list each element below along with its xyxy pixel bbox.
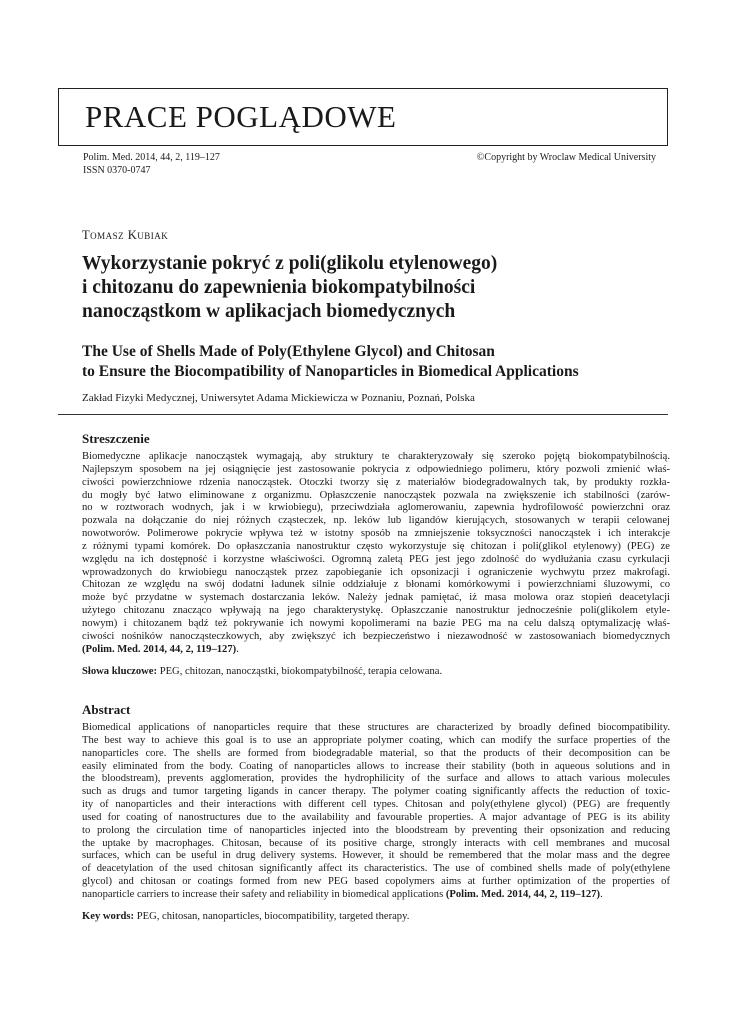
body-line: względu na ich dostępność i korzystne właściwości. Ogromną zaletą PEG jest jego zdolność do wydłużania czasu cyrkulacji: [82, 553, 670, 565]
body-line: nanoparticles core. The shells are formed from biodegradable material, so that the products of their decomposition can be: [82, 747, 670, 759]
body-line: ciwości powierzchniowe rdzenia nanocząstek. Otoczki tworzy się z materiałów biodegradowalnych tak, by produkty rozkła-: [82, 476, 670, 488]
keywords-label: Słowa kluczowe:: [82, 665, 158, 677]
citation-bold: (Polim. Med. 2014, 44, 2, 119–127): [82, 643, 237, 655]
title-english-line: The Use of Shells Made of Poly(Ethylene Glycol) and Chitosan: [82, 343, 495, 360]
body-line: z różnymi typami komórek. Do opłaszczania nanostruktur często wykorzystuje się chitozan i poli(glikol etylenowy) (PEG) ze: [82, 540, 670, 552]
citation-period: .: [600, 888, 603, 900]
streszczenie-section: [82, 431, 670, 678]
body-line-last: [82, 644, 670, 657]
citation-line: Polim. Med. 2014, 44, 2, 119–127: [83, 152, 220, 163]
section-title: PRACE POGLĄDOWE: [85, 99, 397, 134]
body-line: glycol) and chitosan or coatings formed from new PEG based copolymers aims at further optimization of the properties of: [82, 876, 670, 888]
abstract-last-line: nanoparticle carriers to increase their safety and reliability in biomedical applications: [82, 888, 446, 900]
body-line: no w roztworach wodnych, jak i w krwiobiegu), przeciwdziała aglomerowaniu, zapewnia hydrofilowość powierzchni oraz: [82, 502, 670, 514]
body-line: Biomedyczne aplikacje nanocząstek wymagają, aby struktury te charakteryzowały się szeroko pojętą biokompatybilnością.: [82, 451, 670, 462]
section-header-box: [58, 88, 668, 146]
affiliation: Zakład Fizyki Medycznej, Uniwersytet Adama Mickiewicza w Poznaniu, Poznań, Polska: [82, 392, 475, 404]
streszczenie-heading: Streszczenie: [82, 431, 150, 446]
keywords-pl: [82, 665, 670, 678]
citation-bold: (Polim. Med. 2014, 44, 2, 119–127): [445, 888, 601, 900]
body-line: du mogły być łatwo eliminowane z organizmu. Opłaszczenie nanocząstek pozwala na zwiększenie ich stabilności (zarów-: [82, 489, 670, 501]
body-line: the bloodstream), prevents agglomeration, provides the hydrophilicity of the surface and allows to attach various molecules: [82, 773, 670, 785]
body-line-last: [82, 889, 670, 902]
body-line: such as drugs and tumor targeting ligands in cancer therapy. The polymer coating significantly affects the reduction of toxic-: [82, 786, 670, 798]
title-polish-line: Wykorzystanie pokryć z poli(glikolu etylenowego): [82, 253, 498, 274]
issn: ISSN 0370-0747: [83, 165, 151, 176]
body-line: może być przydatne w systemach dostarczania leków. Należy jednak pamiętać, iż masa molowa oraz stopień deacetylacji: [82, 592, 670, 604]
title-english: [82, 342, 662, 382]
body-line: easily eliminated from the body. Coating of nanoparticles allows to increase their stability (both in aqueous solutions and in: [82, 760, 670, 772]
body-line: Najlepszym sposobem na jej osiągnięcie jest zastosowanie pokrycia z odpowiedniego polimeru, który pozwoli zmienić właś-: [82, 463, 670, 475]
journal-metadata: [83, 151, 220, 177]
body-line: nowym) i chitozanem bądź też pokrywanie ich nowymi kopolimerami na bazie PEG ma na celu dalszą optymalizację właś-: [82, 617, 670, 629]
body-line: of deacetylation of the used chitosan significantly affect its characteristics. The use of combined shells made of poly(ethylene: [82, 863, 670, 875]
abstract-heading: Abstract: [82, 702, 131, 717]
body-line: surfaces, which can be useful in drug delivery systems. However, it should be remembered that the molar mass and the degree: [82, 850, 670, 862]
body-line: to prolong the circulation time of nanoparticles injected into the bloodstream by preventing their opsonization and reducing: [82, 824, 670, 836]
body-line: The best way to achieve this goal is to use an appropriate polymer coating, which can modify the surface properties of the: [82, 734, 670, 746]
body-line: ity of nanoparticles and their interactions with different cell types. Chitosan and poly(ethylene glycol) (PEG) are frequently: [82, 799, 670, 811]
keywords-text: PEG, chitozan, nanocząstki, biokompatybilność, terapia celowana.: [157, 665, 443, 677]
keywords-en: [82, 910, 670, 923]
header-divider: [58, 414, 668, 415]
body-line: Biomedical applications of nanoparticles require that these structures are characterized by broadly defined biocompatibility.: [82, 722, 670, 733]
body-line: wprowadzonych do krwiobiegu nanocząstek przez zapobieganie ich opsonizacji i ograniczenie wychwytu przez makrofagi.: [82, 566, 670, 578]
author-name: Tomasz Kubiak: [82, 228, 169, 242]
body-line: użytego chitozanu znacząco wpływają na jego charakterystykę. Opłaszczanie nanostruktur jednocześnie poli(glikolem etyle-: [82, 605, 670, 617]
body-line: Chitozan ze względu na swój dodatni ładunek silnie oddziałuje z błonami komórkowymi i powierzchniami śluzowymi, co: [82, 579, 670, 591]
title-polish: [82, 252, 662, 324]
keywords-label: Key words:: [82, 910, 135, 922]
keywords-text: PEG, chitosan, nanoparticles, biocompatibility, targeted therapy.: [134, 910, 410, 922]
citation-period: .: [236, 643, 239, 655]
streszczenie-body: [82, 451, 670, 657]
body-line: nowotworów. Polimerowe pokrycie wpływa też w istotny sposób na zmniejszenie toksyczności nanocząstek i ich interakcje: [82, 528, 670, 540]
title-polish-line: i chitozanu do zapewnienia biokompatybilności: [82, 277, 476, 298]
body-line: the uptake by macrophages. Chitosan, because of its positive charge, strongly interacts with cell membranes and mucosal: [82, 837, 670, 849]
body-line: ciwości nośników nanocząsteczkowych, aby zwiększyć ich bezpieczeństwo i niezawodność w zastosowaniach biomedycznych: [82, 630, 670, 642]
body-line: used for coating of nanostructures due to the availability and favourable properties. A major advantage of PEG is its ability: [82, 811, 670, 823]
body-line: pozwala na dołączanie do niej różnych cząsteczek, np. leków lub ligandów kierujących, stosowanych w terapii celowanej: [82, 515, 670, 527]
copyright-notice: ©Copyright by Wroclaw Medical University: [476, 152, 656, 163]
title-polish-line: nanocząstkom w aplikacjach biomedycznych: [82, 301, 456, 322]
abstract-body: [82, 722, 670, 902]
abstract-section: [82, 702, 670, 923]
title-english-line: to Ensure the Biocompatibility of Nanoparticles in Biomedical Applications: [82, 363, 579, 380]
